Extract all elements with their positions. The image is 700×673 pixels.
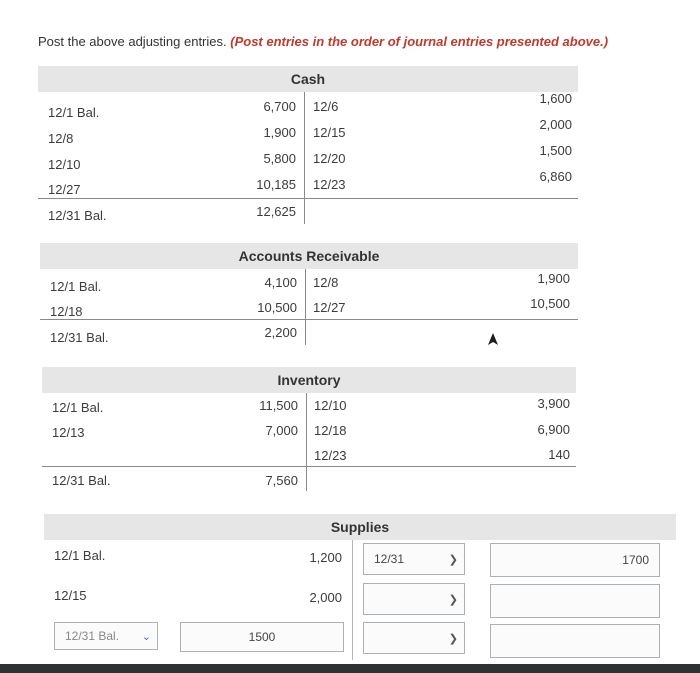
cash-debit-label: 12/27 <box>48 182 81 197</box>
inventory-debit-label: 12/13 <box>52 425 85 440</box>
instruction-note: (Post entries in the order of journal entries presented above.) <box>230 34 609 49</box>
supplies-credit-date-value: 12/31 <box>374 552 405 566</box>
cash-credit-label: 12/20 <box>313 151 346 166</box>
chevron-down-icon: ❯ <box>448 593 458 606</box>
inventory-credit-label: 12/10 <box>314 398 347 413</box>
ar-credit-amount: 10,500 <box>530 296 570 311</box>
cash-credit-amount: 1,600 <box>539 91 572 106</box>
supplies-balance-credit-date-select[interactable] <box>363 622 465 654</box>
supplies-balance-credit-amount-input[interactable] <box>490 624 660 658</box>
ar-balance-amount: 2,200 <box>264 325 297 340</box>
inventory-credit-amount: 6,900 <box>537 422 570 437</box>
supplies-credit-date-select[interactable] <box>363 543 465 575</box>
ar-divider <box>305 269 306 345</box>
cash-credit-label: 12/23 <box>313 177 346 192</box>
instruction-text <box>38 34 678 49</box>
inventory-credit-amount: 140 <box>548 447 570 462</box>
cash-debit-label: 12/10 <box>48 157 81 172</box>
ar-credit-amount: 1,900 <box>537 271 570 286</box>
cash-balance-label: 12/31 Bal. <box>48 208 107 223</box>
chevron-down-icon: ❯ <box>448 632 458 645</box>
inventory-balance-rule <box>42 466 576 467</box>
cash-credit-amount: 1,500 <box>539 143 572 158</box>
ar-balance-rule <box>40 319 578 320</box>
inventory-debit-label: 12/1 Bal. <box>52 400 104 415</box>
inventory-credit-amount: 3,900 <box>537 396 570 411</box>
mouse-cursor-icon <box>487 333 499 347</box>
ar-debit-label: 12/18 <box>50 304 83 319</box>
cash-debit-label: 12/8 <box>48 131 74 146</box>
supplies-balance-label-value: 12/31 Bal. <box>65 629 120 643</box>
cash-credit-amount: 6,860 <box>539 169 572 184</box>
inventory-balance-amount: 7,560 <box>265 473 298 488</box>
cash-balance-amount: 12,625 <box>256 204 296 219</box>
chevron-down-icon: ❯ <box>448 553 458 566</box>
supplies-balance-label-select[interactable] <box>54 622 158 650</box>
inventory-debit-amount: 11,500 <box>259 398 298 413</box>
instruction-main: Post the above adjusting entries. <box>38 34 227 49</box>
inventory-divider <box>306 393 307 491</box>
cash-divider <box>304 92 305 224</box>
cash-debit-amount: 1,900 <box>263 125 296 140</box>
cash-debit-amount: 5,800 <box>263 151 296 166</box>
cash-credit-label: 12/15 <box>313 125 346 140</box>
cash-credit-label: 12/6 <box>313 99 339 114</box>
ar-balance-label: 12/31 Bal. <box>50 330 109 345</box>
cash-credit-amount: 2,000 <box>539 117 572 132</box>
inventory-credit-label: 12/18 <box>314 423 347 438</box>
supplies-debit-label: 12/1 Bal. <box>54 548 106 563</box>
ar-credit-label: 12/8 <box>313 275 339 290</box>
cash-header: Cash <box>38 66 578 92</box>
cash-debit-amount: 6,700 <box>263 99 296 114</box>
supplies-debit-amount: 2,000 <box>309 590 342 605</box>
chevron-down-icon: ⌄ <box>141 630 151 643</box>
supplies-divider <box>352 540 353 660</box>
cash-debit-amount: 10,185 <box>256 177 296 192</box>
inventory-balance-label: 12/31 Bal. <box>52 473 111 488</box>
screen-bezel <box>0 664 700 673</box>
supplies-debit-amount: 1,200 <box>309 550 342 565</box>
supplies-credit-amount-input[interactable] <box>490 584 660 618</box>
ar-debit-label: 12/1 Bal. <box>50 279 102 294</box>
ar-debit-amount: 4,100 <box>264 275 297 290</box>
cash-debit-label: 12/1 Bal. <box>48 105 100 120</box>
ar-header: Accounts Receivable <box>40 243 578 269</box>
inventory-credit-label: 12/23 <box>314 448 347 463</box>
supplies-credit-amount-input[interactable] <box>490 543 660 577</box>
supplies-credit-amount-value: 1700 <box>622 553 649 567</box>
supplies-header: Supplies <box>44 514 676 540</box>
ar-credit-label: 12/27 <box>313 300 346 315</box>
inventory-header: Inventory <box>42 367 576 393</box>
supplies-credit-date-select[interactable] <box>363 583 465 615</box>
supplies-debit-label: 12/15 <box>54 588 87 603</box>
cash-balance-rule <box>38 198 578 199</box>
supplies-balance-amount-value: 1500 <box>248 630 276 644</box>
ar-debit-amount: 10,500 <box>257 300 297 315</box>
inventory-debit-amount: 7,000 <box>265 423 298 438</box>
supplies-balance-amount-input[interactable] <box>180 622 344 652</box>
